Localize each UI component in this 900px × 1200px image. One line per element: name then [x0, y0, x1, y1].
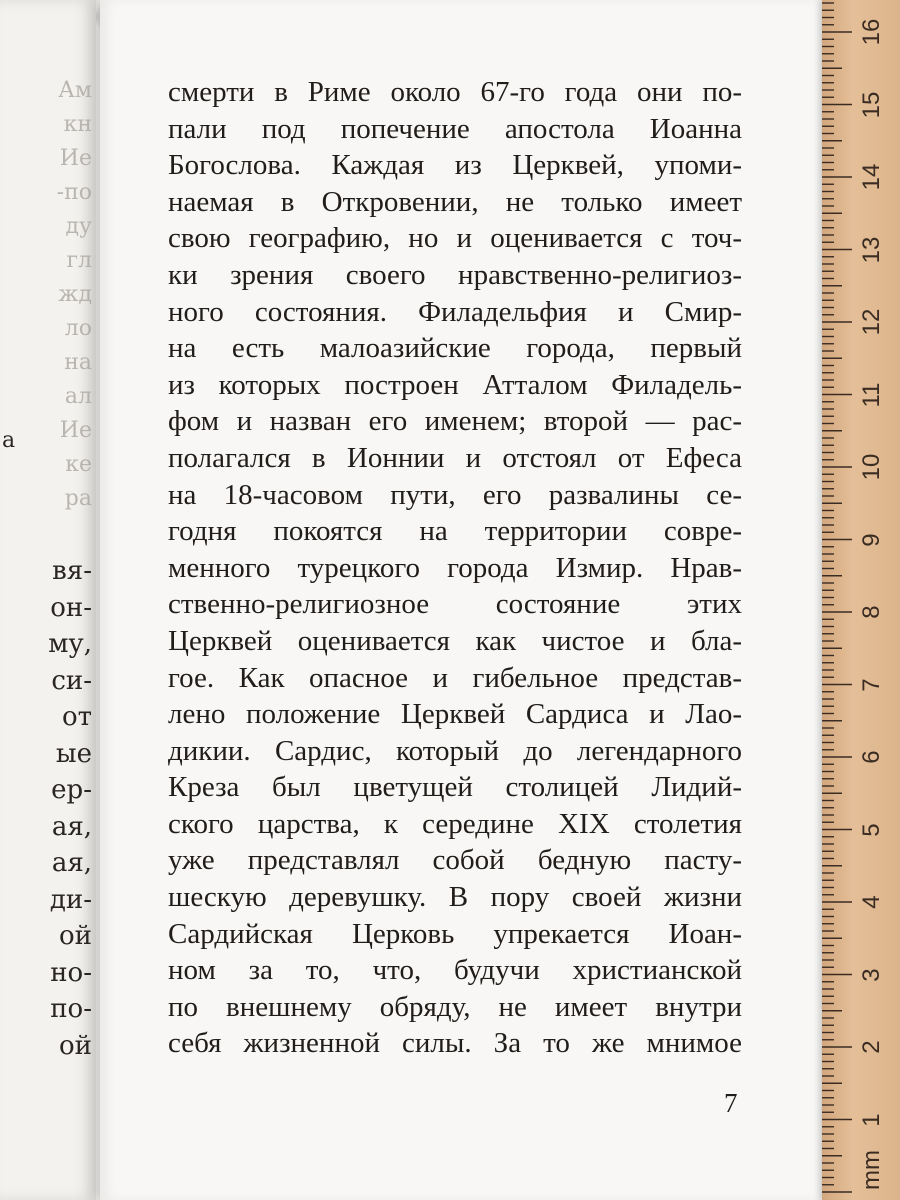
page-number: 7 [724, 1088, 738, 1118]
left-page-text-fragment: ой [59, 1030, 92, 1061]
text-line: смерти в Риме около 67-го года они по- [168, 76, 742, 108]
wooden-ruler [822, 0, 900, 1200]
left-page-text-fragment: он- [50, 592, 92, 623]
ruler-label: mm [858, 1150, 885, 1190]
ruler-label: 16 [858, 18, 885, 46]
ruler-label: 12 [858, 308, 885, 336]
ruler-label: 4 [858, 895, 885, 909]
ruler-label: 6 [858, 750, 885, 764]
ruler-label: 2 [858, 1040, 885, 1054]
left-page-text-fragment: от [61, 702, 92, 732]
show-through-text-fragment: ло [64, 316, 92, 341]
left-page-text-fragment: но- [50, 957, 92, 988]
show-through-text-fragment: на [64, 350, 92, 375]
ruler-label: 7 [858, 677, 885, 692]
left-page-text-fragment: ер- [51, 775, 92, 805]
left-page-text-fragment: ой [59, 921, 92, 951]
left-page-text-fragment: ая, [51, 848, 92, 878]
ruler-label: 15 [858, 91, 885, 118]
left-page-marker: а [2, 428, 16, 453]
show-through-text-fragment: кн [63, 112, 92, 137]
ruler-label: 11 [858, 382, 885, 407]
text-line: шескую деревушку. В пору своей жизни [168, 881, 742, 914]
left-page-text-fragment: си- [51, 665, 92, 696]
ruler-label: 13 [858, 236, 885, 263]
left-page-text-fragment: му, [48, 629, 92, 659]
text-line: уже представлял собой бедную пасту- [168, 844, 742, 877]
show-through-text-fragment: ал [64, 384, 92, 409]
text-line: из которых построен Атталом Филадель- [168, 368, 742, 401]
ruler-label: 10 [858, 453, 885, 481]
text-line: на есть малоазийские города, первый [168, 332, 742, 365]
show-through-text-fragment: гл [66, 248, 92, 273]
text-line: пали под попечение апостола Иоанна [168, 112, 742, 145]
ruler-label: 5 [858, 822, 885, 837]
text-line: Сардийская Церковь упрекается Иоан- [168, 917, 742, 950]
text-line: ного состояния. Филадельфия и Смир- [168, 295, 742, 328]
show-through-text-fragment: Ие [59, 146, 92, 171]
text-line: Богослова. Каждая из Церквей, упоми- [168, 149, 742, 182]
left-facing-page [0, 0, 96, 1200]
text-line: свою географию, но и оценивается с точ- [168, 222, 742, 255]
text-line: по внешнему обряду, не имеет внутри [168, 990, 742, 1023]
text-line: дикии. Сардис, который до легендарного [168, 734, 742, 767]
text-line: ского царства, к середине XIX столетия [168, 807, 742, 840]
text-line: полагался в Ионнии и отстоял от Ефеса [168, 441, 742, 474]
left-page-text-fragment: ди- [49, 884, 92, 915]
ruler-label: 14 [858, 163, 885, 191]
ruler-label: 3 [858, 967, 885, 982]
left-page-text-fragment: вя- [52, 556, 92, 586]
ruler-label: 1 [858, 1112, 885, 1127]
show-through-text-fragment: ке [65, 452, 92, 477]
show-through-text-fragment: Ие [59, 418, 92, 443]
ruler-label: 9 [858, 532, 885, 547]
page-body-text [168, 74, 742, 1062]
book-page [100, 0, 822, 1200]
text-line: годня покоятся на территории совре- [168, 515, 742, 548]
text-line: гое. Как опасное и гибельное представ- [168, 661, 742, 694]
show-through-text-fragment: Ам [58, 78, 92, 103]
text-line: менного турецкого города Измир. Нрав- [168, 551, 742, 584]
ruler-label: 8 [858, 605, 885, 619]
show-through-text-fragment: ду [65, 214, 92, 239]
text-line: на 18-часовом пути, его развалины се- [168, 478, 742, 511]
text-line: фом и назван его именем; второй — рас- [168, 405, 742, 438]
text-line: Креза был цветущей столицей Лидий- [168, 771, 742, 804]
text-line: ственно-религиозное состояние этих [168, 588, 742, 621]
text-line: ном за то, что, будучи христианской [168, 954, 742, 987]
text-line: Церквей оценивается как чистое и бла- [168, 624, 742, 657]
text-line: лено положение Церквей Сардиса и Лао- [168, 698, 742, 731]
left-page-text-fragment: по- [50, 994, 92, 1024]
show-through-text-fragment: -по [56, 180, 92, 205]
show-through-text-fragment: жд [58, 282, 92, 307]
text-line: себя жизненной силы. За то же мнимое [168, 1027, 742, 1060]
text-line: ки зрения своего нравственно-религиоз- [168, 258, 742, 291]
left-page-text-fragment: ые [55, 738, 92, 769]
text-line: наемая в Откровении, не только имеет [168, 185, 742, 218]
left-page-text-fragment: ая, [51, 811, 92, 842]
show-through-text-fragment: ра [64, 486, 92, 511]
